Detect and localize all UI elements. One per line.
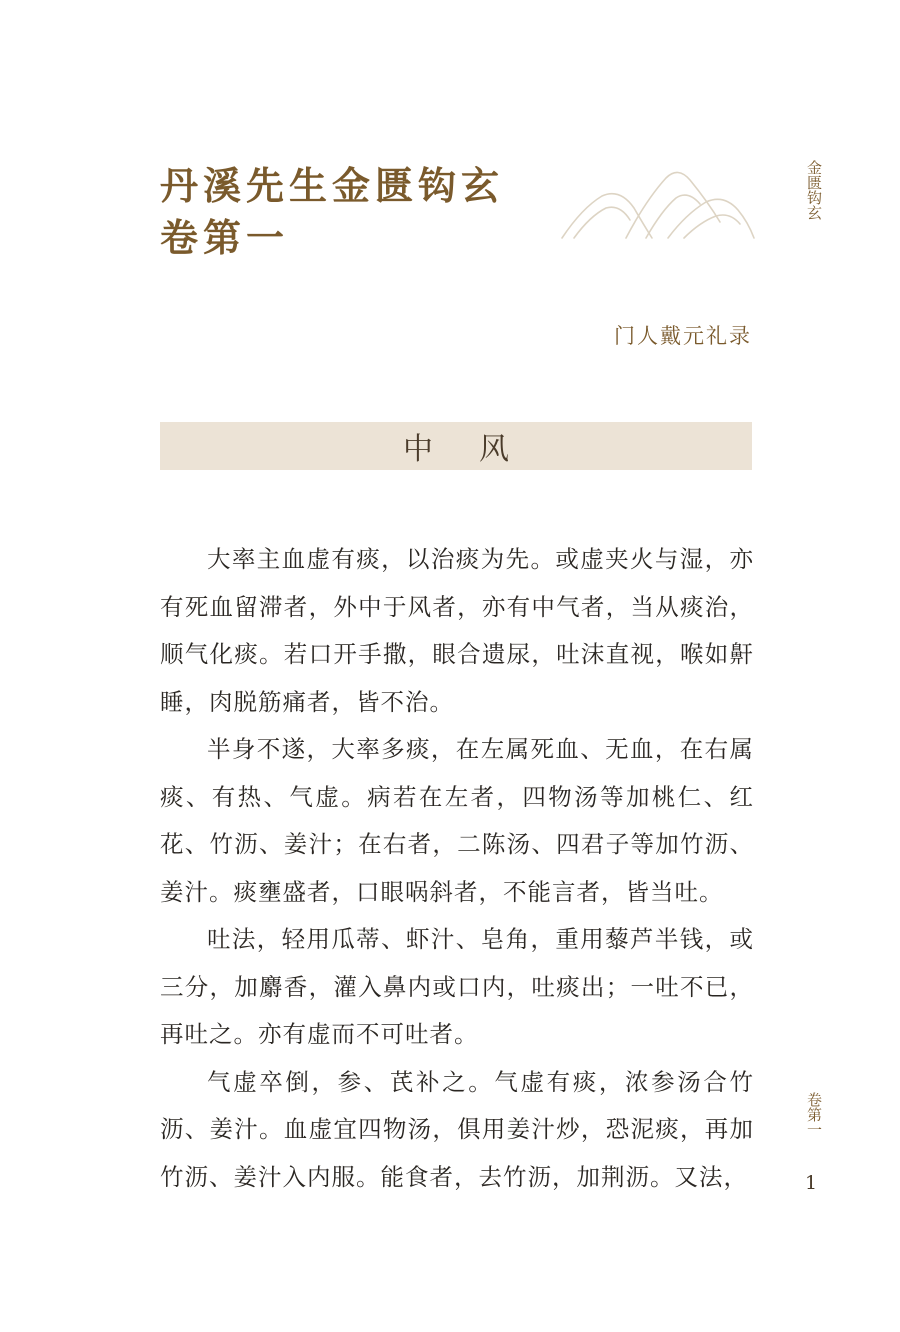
page-number: 1 [804,1172,818,1194]
running-chapter: 卷第一 [805,1092,823,1137]
mountains-icon [560,164,756,244]
section-heading-bar [160,422,752,470]
paragraph-2: 半身不遂，大率多痰，在左属死血、无血，在右属痰、有热、气虚。病若在左者，四物汤等加桃仁、红花、竹沥、姜汁；在右者，二陈汤、四君子等加竹沥、姜汁。痰壅盛者，口眼㖞斜者，不能言者，皆当吐。 [160,735,754,906]
section-heading: 中风 [403,432,555,467]
author-line: 门人戴元礼录 [614,324,752,348]
running-title: 金匮钩玄 [805,160,823,220]
chapter-title [160,160,504,264]
paragraph-3: 吐法，轻用瓜蒂、虾汁、皂角，重用藜芦半钱，或三分，加麝香，灌入鼻内或口内，吐痰出；一吐不已，再吐之。亦有虚而不可吐者。 [160,925,754,1048]
paragraph-4: 气虚卒倒，参、芪补之。气虚有痰，浓参汤合竹沥、姜汁。血虚宜四物汤，俱用姜汁炒，恐泥痰，再加竹沥、姜汁入内服。能食者，去竹沥，加荆沥。又法， [160,1067,754,1191]
paragraph-1: 大率主血虚有痰，以治痰为先。或虚夹火与湿，亦有死血留滞者，外中于风者，亦有中气者，当从痰治，顺气化痰。若口开手撒，眼合遗尿，吐沫直视，喉如鼾睡，肉脱筋痛者，皆不治。 [160,545,754,716]
body-text [160,536,754,1201]
book-title: 丹溪先生金匮钩玄 [160,164,505,208]
volume-title: 卷第一 [160,216,290,260]
